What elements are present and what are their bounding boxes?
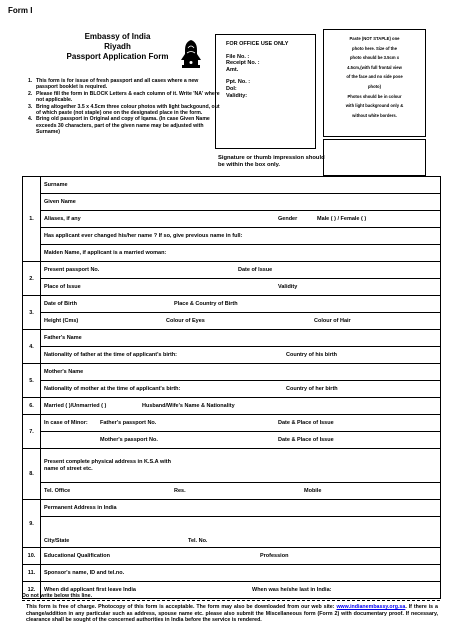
table-row	[23, 415, 441, 432]
fathers-name-field[interactable]	[41, 330, 441, 347]
page-title	[55, 32, 180, 62]
row-number: 9.	[23, 500, 41, 548]
fathers-name-label: Father's Name	[44, 335, 82, 341]
table-row	[23, 211, 441, 228]
tel-office-label: Tel. Office	[44, 488, 71, 494]
table-row	[23, 347, 441, 364]
marital-status-label[interactable]: Married ( )/Unmarried ( )	[44, 403, 107, 409]
educational-qualification-label: Educational Qualification	[44, 553, 111, 559]
receipt-no-label: Receipt No. :	[226, 60, 260, 67]
row-number: 12.	[23, 582, 41, 599]
physical-features-field[interactable]	[41, 313, 441, 330]
instruction-text: Bring altogether 3.5 x 4.5cm three colour photos with light backgound, out of which paste (not staple) one on the designated place in the form.	[36, 103, 220, 117]
table-row	[23, 548, 441, 565]
place-country-birth-label: Place & Country of Birth	[174, 301, 238, 307]
table-row	[23, 245, 441, 262]
date-of-issue-label: Date of Issue	[238, 267, 273, 273]
mother-passport-field[interactable]	[41, 432, 441, 449]
instruction-item	[28, 91, 220, 104]
mother-passport-label: Mother's passport No.	[100, 437, 158, 443]
marital-status-field[interactable]	[41, 398, 441, 415]
photo-instruction-line: without white borders.	[352, 112, 397, 118]
colour-eyes-label: Colour of Eyes	[166, 318, 205, 324]
table-row	[23, 262, 441, 279]
row-number: 3.	[23, 296, 41, 330]
date-of-birth-label: Date of Birth	[44, 301, 77, 307]
photo-instruction-line: photo should be 3.5cm x	[349, 55, 400, 61]
instruction-text: This form is for issue of fresh passport and all cases where a new passport booklet is required.	[36, 78, 199, 91]
table-row	[23, 381, 441, 398]
photo-instruction-line: Paste (NOT STAPLE) one	[349, 36, 400, 41]
photo-instruction-line: 4.5cm,(with full frontal view	[347, 64, 402, 70]
father-nationality-label: Nationality of father at the time of applicant's birth:	[44, 352, 178, 358]
mothers-name-field[interactable]	[41, 364, 441, 381]
row-number: 5.	[23, 364, 41, 398]
embassy-name: Embassy of India	[84, 32, 151, 41]
sponsor-field[interactable]	[41, 565, 441, 582]
national-emblem-icon	[180, 36, 202, 70]
table-row	[23, 228, 441, 245]
table-row	[23, 500, 441, 517]
profession-label: Profession	[260, 553, 289, 559]
permanent-address-field[interactable]	[41, 500, 441, 517]
place-of-issue-field[interactable]	[41, 279, 441, 296]
row-number: 10.	[23, 548, 41, 565]
first-leave-india-label: When did applicant first leave India	[44, 587, 136, 593]
mother-country-label: Country of her birth	[286, 386, 338, 392]
footer-note	[26, 604, 438, 624]
instruction-number: 1.	[28, 78, 33, 84]
father-country-label: Country of his birth	[286, 352, 338, 358]
travel-history-field[interactable]	[41, 582, 441, 599]
table-row	[23, 517, 441, 548]
maiden-name-label: Maiden Name, if applicant is a married woman:	[44, 250, 167, 256]
photo-instruction-line: with light background only &	[345, 103, 404, 109]
mothers-name-label: Mother's Name	[44, 369, 84, 375]
table-row	[23, 296, 441, 313]
row-number: 7.	[23, 415, 41, 449]
tel-no-label: Tel. No.	[188, 538, 208, 544]
row-number: 11.	[23, 565, 41, 582]
mobile-label: Mobile	[304, 488, 322, 494]
table-row	[23, 449, 441, 483]
height-label: Height (Cms)	[44, 318, 79, 324]
instruction-number: 3.	[28, 103, 33, 110]
father-passport-label: Father's passport No.	[100, 420, 157, 426]
instruction-number: 4.	[28, 116, 33, 123]
table-row	[23, 565, 441, 582]
table-row	[23, 364, 441, 381]
signature-box[interactable]	[323, 139, 426, 176]
row-number: 4.	[23, 330, 41, 364]
instruction-item	[28, 116, 220, 135]
present-passport-field[interactable]	[41, 262, 441, 279]
instruction-text: Please fill the form in BLOCK Letters & each column of it. Write 'NA' where not applicable.	[36, 90, 220, 104]
table-row	[23, 432, 441, 449]
mother-date-place-issue-label: Date & Place of Issue	[278, 437, 334, 443]
permanent-address-label: Permanent Address in India	[44, 505, 117, 511]
table-row	[23, 279, 441, 296]
file-no-label: File No. :	[226, 53, 250, 60]
application-form-table	[22, 176, 441, 599]
surname-label: Surname	[44, 182, 68, 188]
mother-nationality-label: Nationality of mother at the time of applicant's birth:	[44, 386, 181, 392]
table-row	[23, 177, 441, 194]
signature-caption: Signature or thumb impression should be within the box only.	[218, 155, 325, 168]
photo-paste-box[interactable]	[323, 29, 426, 137]
embassy-city: Riyadh	[104, 42, 131, 51]
present-address-field[interactable]	[41, 449, 441, 483]
footer-text: This form is free of charge. Photocopy of this form is acceptable. The form may also be downloaded from our web site:	[26, 604, 335, 610]
table-row	[23, 330, 441, 347]
photo-instruction-line: Photos should be in colour	[347, 93, 402, 99]
tel-res-label: Res.	[174, 488, 186, 494]
table-row	[23, 194, 441, 211]
place-of-issue-label: Place of Issue	[44, 284, 81, 290]
photo-instruction-line: photo here. Size of the	[352, 45, 397, 51]
city-state-field[interactable]	[41, 517, 441, 548]
photo-instruction-line: photo)	[367, 83, 382, 89]
city-state-label: City/State	[44, 538, 70, 544]
passport-no-label: Ppt. No. :	[226, 79, 251, 86]
name-change-field[interactable]	[41, 228, 441, 245]
table-row	[23, 483, 441, 500]
spouse-label: Husband/Wife's Name & Nationality	[142, 403, 235, 409]
row-number: 1.	[23, 177, 41, 262]
aliases-label: Aliases, if any	[44, 216, 81, 222]
mother-nationality-field[interactable]	[41, 381, 441, 398]
row-number: 8.	[23, 449, 41, 500]
table-row	[23, 398, 441, 415]
cut-line-divider	[22, 600, 440, 601]
date-of-issue-label: DoI:	[226, 85, 237, 92]
surname-field[interactable]	[41, 177, 441, 194]
aliases-gender-field[interactable]	[41, 211, 441, 228]
office-use-box	[215, 34, 316, 149]
father-passport-field[interactable]	[41, 415, 441, 432]
maiden-name-field[interactable]	[41, 245, 441, 262]
education-field[interactable]	[41, 548, 441, 565]
do-not-write-notice: Do not write below this line.	[22, 593, 93, 599]
amount-label: Amt.	[226, 66, 239, 73]
instructions-list	[28, 78, 220, 136]
instruction-item	[28, 78, 220, 91]
last-in-india-label: When was he/she last in India:	[252, 587, 332, 593]
instruction-number: 2.	[28, 90, 33, 97]
father-nationality-field[interactable]	[41, 347, 441, 364]
validity-label: Validity	[278, 284, 298, 290]
row-number: 6.	[23, 398, 41, 415]
name-change-label: Has applicant ever changed his/her name ? If so, give previous name in full:	[44, 233, 243, 239]
father-date-place-issue-label: Date & Place of Issue	[278, 420, 334, 426]
given-name-field[interactable]	[41, 194, 441, 211]
gender-label: Gender	[278, 216, 298, 222]
colour-hair-label: Colour of Hair	[314, 318, 351, 324]
form-title: Passport Application Form	[66, 52, 169, 61]
footer-text: . If there is a change/addition in any particular such as address, spouse name etc. please also submit the Miscellaneous form (Form 2) with documentary proof. If necessary, clearance shall be sought of the concerned authorities in India before the service is rendered.	[26, 604, 438, 624]
present-address-label: Present complete physical address in K.S.A with name of street etc.	[44, 459, 171, 472]
in-case-minor-label: In case of Minor:	[44, 420, 88, 426]
date-of-birth-field[interactable]	[41, 296, 441, 313]
sponsor-label: Sponsor's name, ID and tel.no.	[44, 570, 125, 576]
given-name-label: Given Name	[44, 199, 76, 205]
office-use-title: FOR OFFICE USE ONLY	[226, 41, 289, 47]
form-label: Form I	[8, 6, 33, 15]
instruction-item	[28, 104, 220, 117]
website-link[interactable]: www.indianembassy.org.sa	[336, 604, 406, 610]
telephone-field[interactable]	[41, 483, 441, 500]
row-number: 2.	[23, 262, 41, 296]
present-passport-label: Present passport No.	[44, 267, 100, 273]
instruction-text: Bring old passport in Original and copy of Iqama. (In case Given Name exceeds 30 characters, part of the given name may be adjusted with Surname)	[36, 116, 210, 136]
gender-options[interactable]: Male ( ) / Female ( )	[317, 216, 367, 222]
validity-label: Validity:	[226, 92, 248, 99]
photo-instruction-line: of the face and no side pose	[346, 74, 403, 80]
table-row	[23, 313, 441, 330]
